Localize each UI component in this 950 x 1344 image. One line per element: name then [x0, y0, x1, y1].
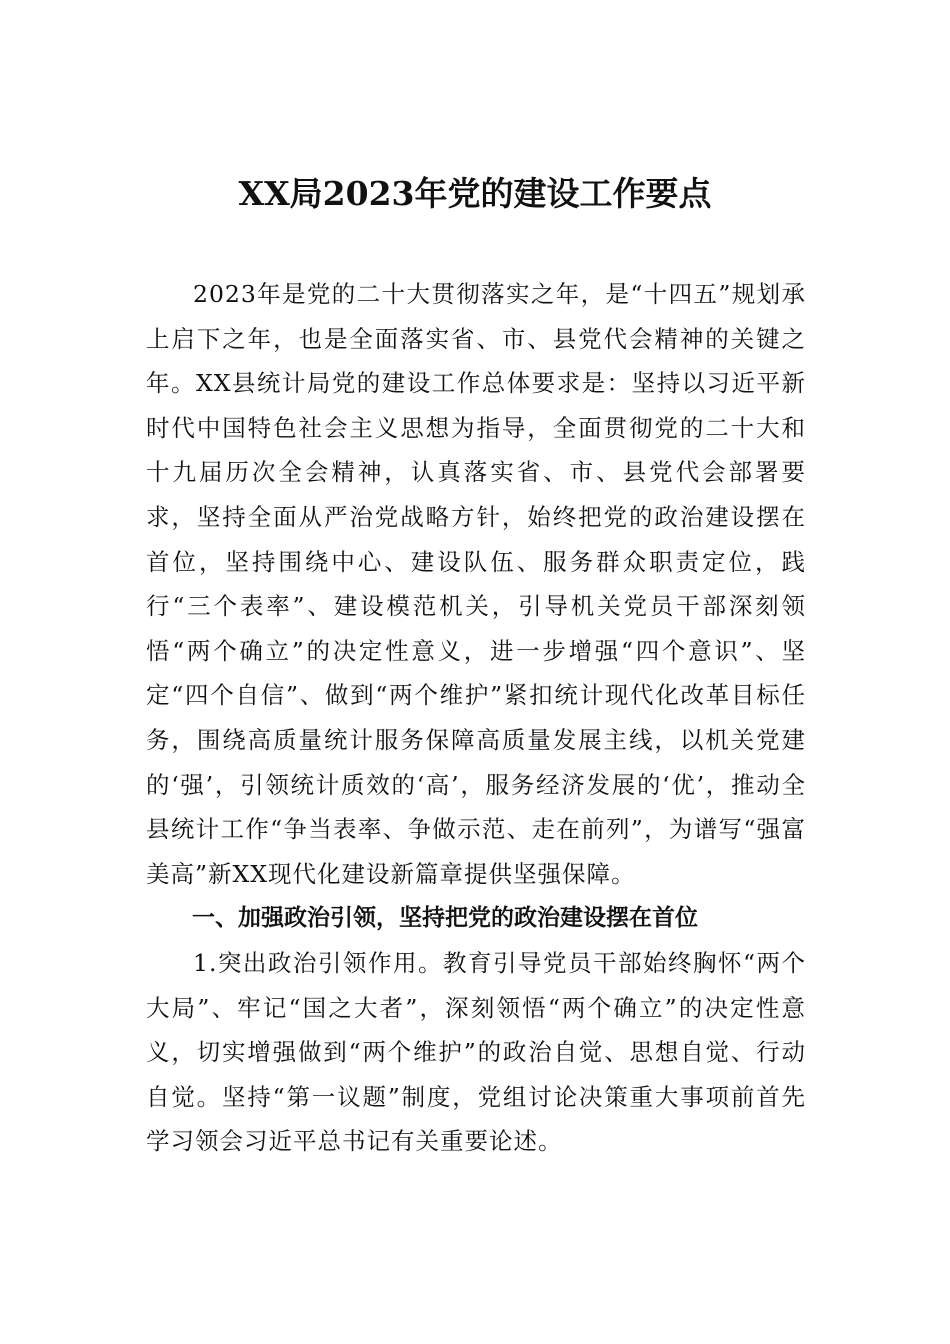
document-body: [146, 272, 806, 1164]
section-heading-1: 一、加强政治引领，坚持把党的政治建设摆在首位: [192, 905, 698, 932]
document-title: XX局2023年党的建设工作要点: [238, 174, 712, 213]
section-1-paragraph-1: 1.突出政治引领作用。教育引导党员干部始终胸怀“两个大局”、牢记“国之大者”，深刻领悟“两个确立”的决定性意义，切实增强做到“两个维护”的政治自觉、思想自觉、行动自觉。坚持“第一议题”制度，党组讨论决策重大事项前首先学习领会习近平总书记有关重要论述。: [146, 948, 806, 1156]
intro-paragraph: 2023年是党的二十大贯彻落实之年，是“十四五”规划承上启下之年，也是全面落实省、市、县党代会精神的关键之年。XX县统计局党的建设工作总体要求是：坚持以习近平新时代中国特色社会主义思想为指导，全面贯彻党的二十大和十九届历次全会精神，认真落实省、市、县党代会部署要求，坚持全面从严治党战略方针，始终把党的政治建设摆在首位，坚持围绕中心、建设队伍、服务群众职责定位，践行“三个表率”、建设模范机关，引导机关党员干部深刻领悟“两个确立”的决定性意义，进一步增强“四个意识”、坚定“四个自信”、做到“两个维护”紧扣统计现代化改革目标任务，围绕高质量统计服务保障高质量发展主线，以机关党建的‘强’，引领统计质效的‘高’，服务经济发展的‘优’，推动全县统计工作“争当表率、争做示范、走在前列”，为谱写“强富美高”新XX现代化建设新篇章提供坚强保障。: [146, 280, 806, 888]
